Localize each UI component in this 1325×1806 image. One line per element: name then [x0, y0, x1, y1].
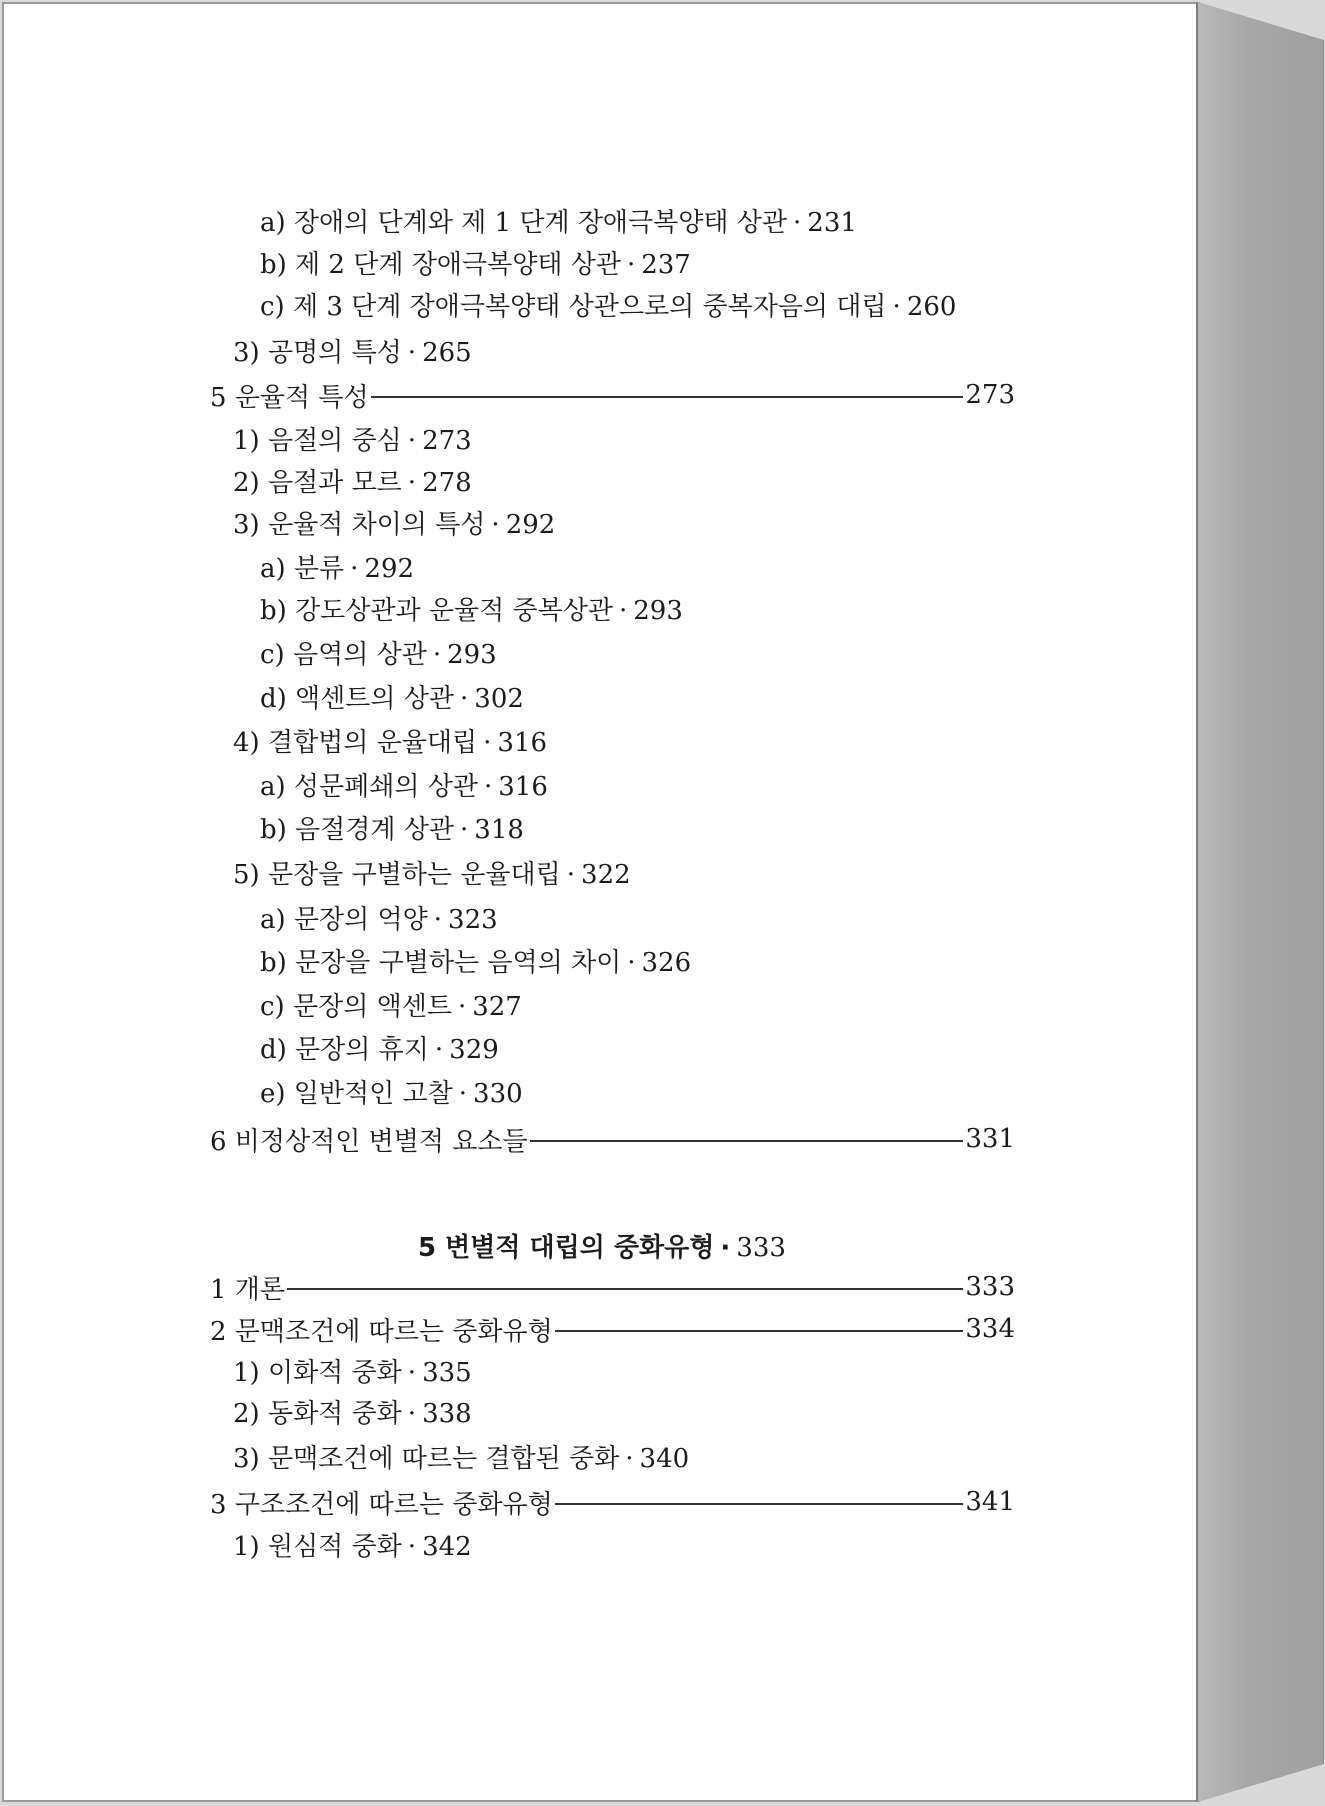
toc-entry: c) 음역의 상관 · 293 — [260, 640, 497, 670]
toc-entry: 2) 음절과 모르 · 278 — [233, 468, 472, 498]
toc-entry: 1) 원심적 중화 · 342 — [233, 1532, 472, 1562]
toc-entry: c) 제 3 단계 장애극복양태 상관으로의 중복자음의 대립 · 260 — [260, 292, 957, 322]
toc-section-entry: 3 구조조건에 따르는 중화유형 341 — [210, 1487, 1015, 1520]
toc-entry: b) 음절경계 상관 · 318 — [260, 815, 524, 845]
toc-entry: 1) 이화적 중화 · 335 — [233, 1358, 472, 1388]
toc-entry: d) 액센트의 상관 · 302 — [260, 684, 524, 714]
toc-section-entry: 2 문맥조건에 따르는 중화유형 334 — [210, 1314, 1015, 1347]
toc-entry: a) 분류 · 292 — [260, 554, 415, 584]
chapter-heading: 5 변별적 대립의 중화유형 · 333 — [418, 1233, 786, 1263]
dotted-leader — [530, 1140, 964, 1142]
dotted-leader — [555, 1503, 964, 1505]
toc-entry: b) 문장을 구별하는 음역의 차이 · 326 — [260, 948, 692, 978]
dotted-leader — [555, 1330, 964, 1332]
dotted-leader — [371, 396, 964, 398]
book-spine — [1198, 2, 1324, 1802]
dotted-leader — [287, 1288, 963, 1290]
toc-section-entry: 5 운율적 특성 273 — [210, 380, 1015, 413]
toc-entry: b) 강도상관과 운율적 중복상관 · 293 — [260, 596, 683, 626]
toc-entry: 4) 결합법의 운율대립 · 316 — [233, 728, 548, 758]
toc-entry: 2) 동화적 중화 · 338 — [233, 1399, 472, 1429]
toc-entry: 1) 음절의 중심 · 273 — [233, 426, 472, 456]
toc-entry: 3) 문맥조건에 따르는 결합된 중화 · 340 — [233, 1444, 690, 1474]
toc-entry: 5) 문장을 구별하는 운율대립 · 322 — [233, 860, 631, 890]
toc-section-entry: 1 개론 333 — [210, 1272, 1015, 1305]
toc-entry: b) 제 2 단계 장애극복양태 상관 · 237 — [260, 250, 691, 280]
toc-entry: e) 일반적인 고찰 · 330 — [260, 1079, 523, 1109]
toc-entry: c) 문장의 액센트 · 327 — [260, 992, 522, 1022]
toc-entry: 3) 운율적 차이의 특성 · 292 — [233, 510, 556, 540]
toc-entry: a) 문장의 억양 · 323 — [260, 905, 498, 935]
toc-section-entry: 6 비정상적인 변별적 요소들 331 — [210, 1124, 1015, 1157]
toc-entry: 3) 공명의 특성 · 265 — [233, 338, 472, 368]
toc-entry: a) 성문폐쇄의 상관 · 316 — [260, 772, 548, 802]
toc-entry: d) 문장의 휴지 · 329 — [260, 1035, 499, 1065]
toc-entry: a) 장애의 단계와 제 1 단계 장애극복양태 상관 · 231 — [260, 208, 857, 238]
